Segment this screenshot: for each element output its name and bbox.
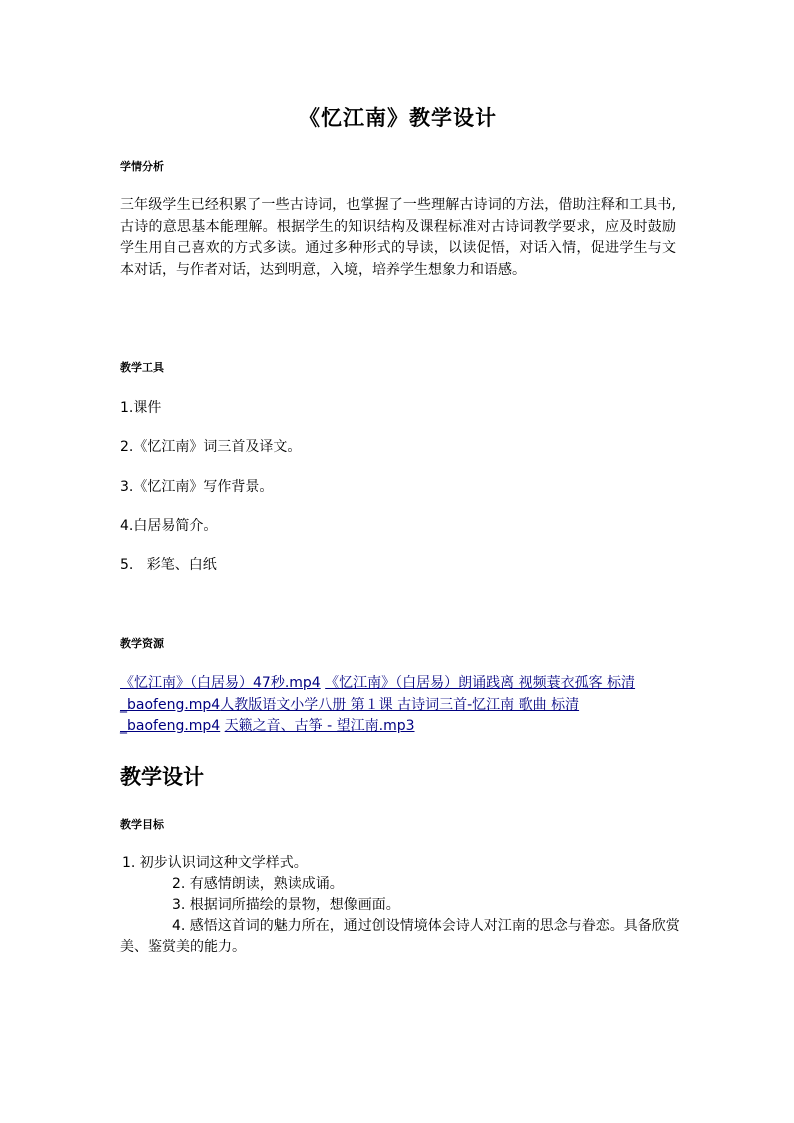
tool-item: 1.课件 xyxy=(120,400,162,416)
tool-item: 2.《忆江南》词三首及译文。 xyxy=(120,439,302,455)
tools-heading: 教学工具 xyxy=(120,361,164,374)
tool-item: 3.《忆江南》写作背景。 xyxy=(120,479,274,495)
goal-item: 4. 感悟这首词的魅力所在，通过创设情境体会诗人对江南的思念与眷恋。具备欣赏美、鉴赏美的能力。 xyxy=(120,918,680,955)
tool-item: 4.白居易简介。 xyxy=(120,518,218,534)
resource-links xyxy=(120,673,676,738)
goal-item: 3. 根据词所描绘的景物，想像画面。 xyxy=(172,897,400,913)
analysis-paragraph: 三年级学生已经积累了一些古诗词，也掌握了一些理解古诗词的方法，借助注释和工具书,古诗的意思基本能理解。根据学生的知识结构及课程标准对古诗词教学要求，应及时鼓励学生用自己喜欢的方式多读。通过多种形式的导读，以读促悟，对话入情，促进学生与文本对话，与作者对话，达到明意，入境，培养学生想象力和语感。 xyxy=(120,197,676,278)
resource-link[interactable]: 《忆江南》（白居易）47秒.mp4 xyxy=(120,675,321,691)
goals-heading: 教学目标 xyxy=(120,818,164,831)
document-title: 《忆江南》教学设计 xyxy=(299,106,497,130)
resource-link[interactable]: 天籁之音、古筝 - 望江南.mp3 xyxy=(224,718,415,734)
analysis-heading: 学情分析 xyxy=(120,160,164,173)
resource-link[interactable]: 《忆江南》（白居易）朗诵践离 视频蓑衣孤客 标清_baofeng.mp4 xyxy=(120,675,636,713)
goal-item: 2. 有感情朗读，熟读成诵。 xyxy=(172,876,344,892)
design-heading: 教学设计 xyxy=(120,765,204,789)
tool-item: 5. 彩笔、白纸 xyxy=(120,557,217,573)
goal-item: 1. 初步认识词这种文学样式。 xyxy=(122,855,308,871)
resource-link[interactable]: 人教版语文小学八册 第１课 古诗词三首-忆江南 歌曲 标清_baofeng.mp4 xyxy=(120,696,580,734)
resources-heading: 教学资源 xyxy=(120,637,164,650)
